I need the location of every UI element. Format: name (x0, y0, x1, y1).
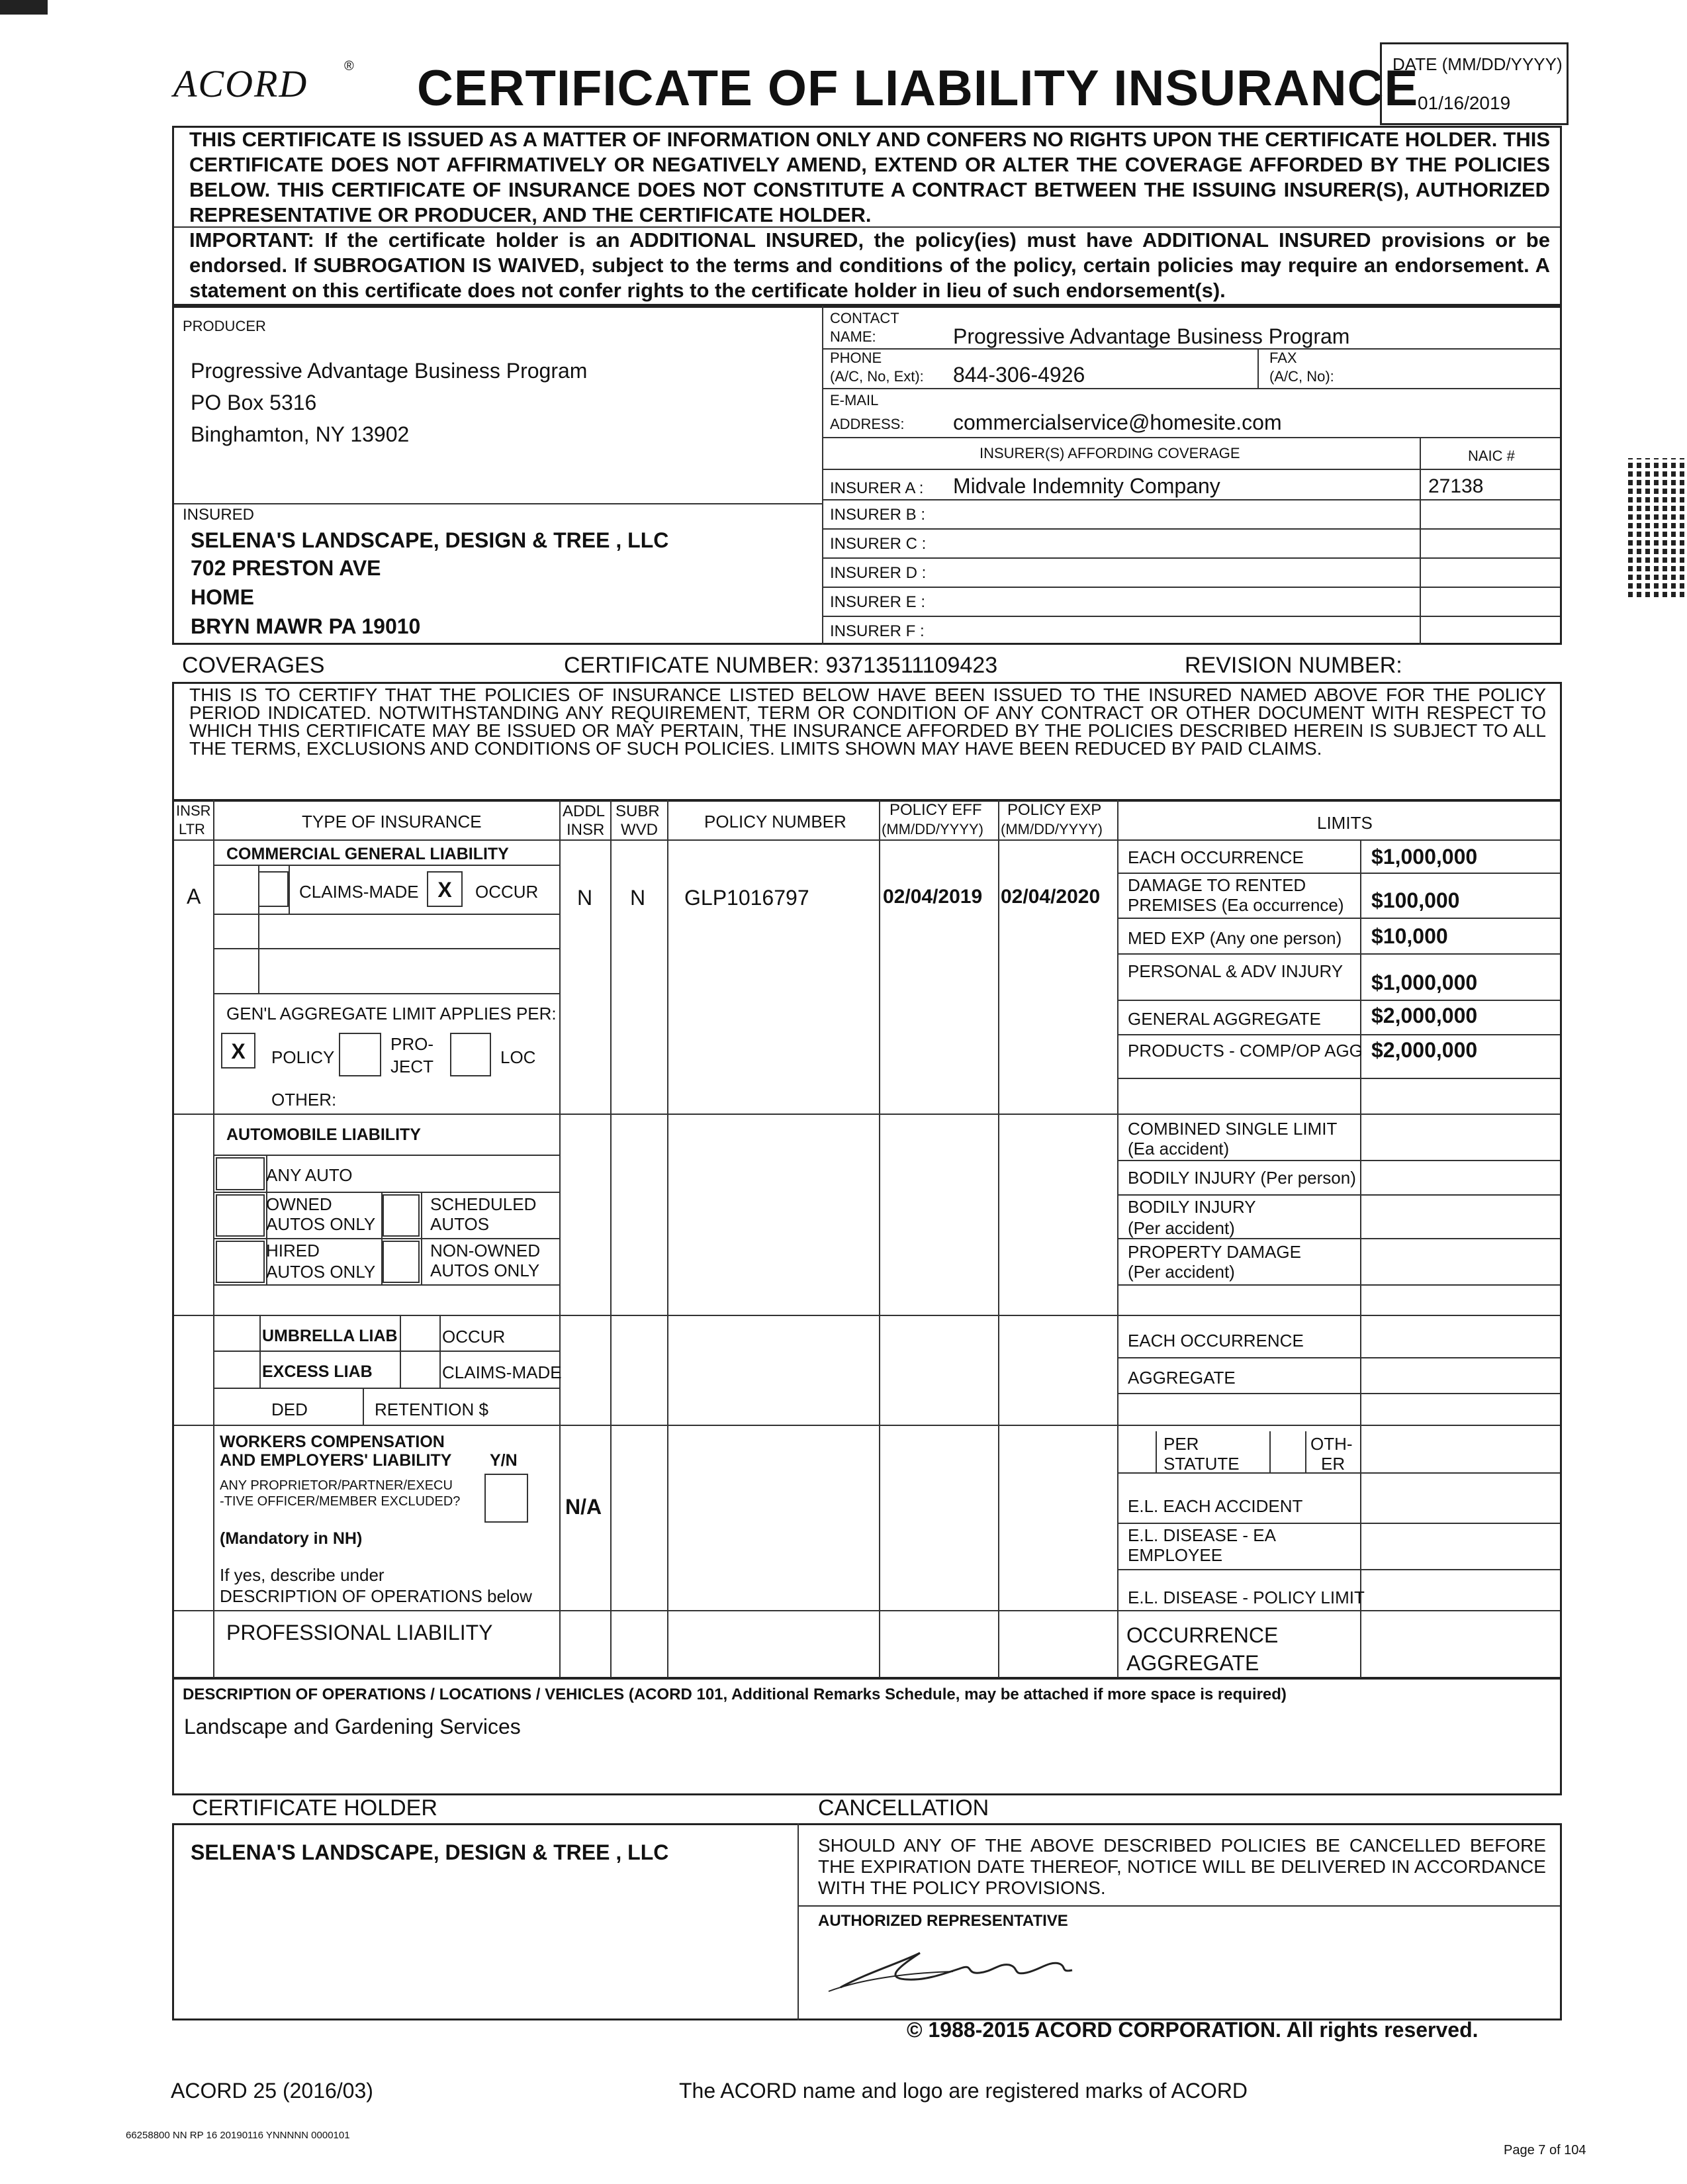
page-title: CERTIFICATE OF LIABILITY INSURANCE (417, 60, 1419, 117)
gl-project-label-1: PRO- (390, 1034, 433, 1054)
wc-per-statute-1: PER (1163, 1434, 1199, 1454)
th-addl-2: INSR (567, 821, 605, 839)
gl-limit-label-4: PERSONAL & ADV INJURY (1128, 961, 1344, 981)
disclaimer-text: THIS CERTIFICATE IS ISSUED AS A MATTER OF INFORMATION ONLY AND CONFERS NO RIGHTS UPON THE CERTIFICATE HOLDER. THIS CERTIFICATE DOES NOT AFFIRMATIVELY OR NEGATIVELY AMEND, EXTEND OR ALTER THE COVERAGE AFFORDED BY THE POLICIES BELOW. THIS CERTIFICATE OF INSURANCE DOES NOT CONSTITUTE A CONTRACT BETWEEN THE ISSUING INSURER(S), AUTHORIZED REPRESENTATIVE OR PRODUCER, AND THE CERTIFICATE HOLDER. (189, 128, 1550, 226)
gl-limit-label-3: MED EXP (Any one person) (1128, 928, 1342, 948)
professional-occurrence: OCCURRENCE (1126, 1623, 1279, 1647)
producer-address-1: PO Box 5316 (191, 391, 317, 414)
scheduled-autos-label-1: SCHEDULED (430, 1194, 537, 1214)
gl-policy-label: POLICY (271, 1047, 335, 1067)
professional-aggregate: AGGREGATE (1126, 1651, 1259, 1675)
coverages-label: COVERAGES (182, 653, 325, 678)
professional-title: PROFESSIONAL LIABILITY (226, 1621, 493, 1644)
coverage-statement: THIS IS TO CERTIFY THAT THE POLICIES OF INSURANCE LISTED BELOW HAVE BEEN ISSUED TO THE INSURED NAMED ABOVE FOR THE POLICY PERIOD INDICATED. NOTWITHSTANDING ANY REQUIREMENT, TERM OR CONDITION OF ANY CONTRACT OR OTHER DOCUMENT WITH RESPECT TO WHICH THIS CERTIFICATE MAY BE ISSUED OR MAY PERTAIN, THE INSURANCE AFFORDED BY THE POLICIES DESCRIBED HEREIN IS SUBJECT TO ALL THE TERMS, EXCLUSIONS AND CONDITIONS OF SUCH POLICIES. LIMITS SHOWN MAY HAVE BEEN REDUCED BY PAID CLAIMS. (189, 685, 1546, 759)
gl-limit-label-2b: PREMISES (Ea occurrence) (1128, 895, 1344, 915)
gl-limit-value-2: $100,000 (1371, 888, 1460, 912)
umbrella-retention-label: RETENTION $ (375, 1400, 488, 1419)
umbrella-label: UMBRELLA LIAB (262, 1327, 398, 1345)
copyright: © 1988-2015 ACORD CORPORATION. All rights reserved. (907, 2018, 1479, 2042)
umbrella-occur-label: OCCUR (442, 1327, 506, 1347)
gl-title: COMMERCIAL GENERAL LIABILITY (226, 845, 509, 863)
revision-number: REVISION NUMBER: (1185, 653, 1402, 678)
gl-loc-label: LOC (500, 1047, 536, 1067)
owned-autos-label-1: OWNED (266, 1194, 332, 1214)
phone-label-2: (A/C, No, Ext): (830, 368, 924, 385)
insurer-a-label: INSURER A : (830, 479, 924, 497)
hired-autos-label-2: AUTOS ONLY (266, 1262, 376, 1282)
gl-project-label-2: JECT (390, 1057, 433, 1076)
gl-policy-checkbox[interactable]: X (221, 1033, 255, 1068)
th-exp-1: POLICY EXP (1007, 801, 1102, 819)
cancellation-label: CANCELLATION (818, 1795, 989, 1821)
gl-other-label: OTHER: (271, 1090, 337, 1110)
contact-label-2: NAME: (830, 328, 876, 345)
wc-mandatory: (Mandatory in NH) (220, 1529, 363, 1548)
gl-limit-value-5: $2,000,000 (1371, 1004, 1478, 1027)
cancellation-text: SHOULD ANY OF THE ABOVE DESCRIBED POLICIES BE CANCELLED BEFORE THE EXPIRATION DATE THEREOF, NOTICE WILL BE DELIVERED IN ACCORDANCE WITH THE POLICY PROVISIONS. (818, 1835, 1546, 1898)
page-number: Page 7 of 104 (1504, 2143, 1586, 2158)
insurer-b-label: INSURER B : (830, 506, 926, 524)
naic-label: NAIC # (1468, 448, 1515, 464)
gl-loc-checkbox[interactable] (450, 1033, 491, 1076)
form-number: ACORD 25 (2016/03) (171, 2079, 373, 2103)
wc-el-each-accident: E.L. EACH ACCIDENT (1128, 1496, 1303, 1516)
auto-title: AUTOMOBILE LIABILITY (226, 1125, 421, 1144)
insured-line-4: BRYN MAWR PA 19010 (191, 614, 421, 638)
authorized-signature (821, 1926, 1099, 1999)
auto-limit-pd-1: PROPERTY DAMAGE (1128, 1242, 1301, 1262)
insured-line-3: HOME (191, 585, 254, 609)
registered-marks: The ACORD name and logo are registered marks of ACORD (679, 2079, 1248, 2103)
acord-logo: ACORD (173, 62, 308, 105)
authorized-rep-label: AUTHORIZED REPRESENTATIVE (818, 1912, 1068, 1930)
phone-value: 844-306-4926 (953, 363, 1085, 387)
wc-yn-label: Y/N (490, 1451, 518, 1470)
registered-mark: ® (344, 59, 354, 73)
umbrella-claims-made-label: CLAIMS-MADE (442, 1362, 562, 1382)
th-addl-1: ADDL (563, 802, 606, 820)
nonowned-autos-label-1: NON-OWNED (430, 1241, 541, 1260)
wc-el-disease-ee-2: EMPLOYEE (1128, 1545, 1223, 1565)
hired-autos-checkbox[interactable] (216, 1241, 265, 1283)
insurer-f-label: INSURER F : (830, 622, 925, 640)
wc-other-1: OTH- (1310, 1434, 1353, 1454)
email-label-1: E-MAIL (830, 392, 879, 408)
any-auto-label: ANY AUTO (266, 1165, 353, 1185)
wc-title-2: AND EMPLOYERS' LIABILITY (220, 1451, 452, 1470)
gl-limit-label-1: EACH OCCURRENCE (1128, 847, 1304, 867)
umbrella-ded-label: DED (271, 1400, 308, 1419)
insurers-header: INSURER(S) AFFORDING COVERAGE (980, 445, 1240, 461)
gl-limit-value-3: $10,000 (1371, 924, 1448, 948)
gl-addl-insr: N (577, 886, 593, 910)
gl-subr-wvd: N (630, 886, 646, 910)
insurer-a-name: Midvale Indemnity Company (953, 474, 1220, 498)
gl-policy-exp: 02/04/2020 (1001, 886, 1101, 908)
gl-policy-eff: 02/04/2019 (883, 886, 983, 908)
insurer-e-label: INSURER E : (830, 593, 926, 611)
insurer-d-label: INSURER D : (830, 564, 927, 582)
owned-autos-checkbox[interactable] (216, 1194, 265, 1237)
important-text: IMPORTANT: If the certificate holder is an ADDITIONAL INSURED, the policy(ies) must have ADDITIONAL INSURED provisions or be endorsed. If SUBROGATION IS WAIVED, subject to the terms and conditions of the policy, certain policies may require an endorsement. A statement on this certificate does not confer rights to the certificate holder in lieu of such endorsement(s). (189, 228, 1550, 302)
gl-insurer-letter: A (187, 884, 201, 908)
producer-label: PRODUCER (183, 318, 266, 334)
fax-label-2: (A/C, No): (1269, 368, 1334, 385)
description-value: Landscape and Gardening Services (184, 1715, 521, 1738)
scheduled-autos-label-2: AUTOS (430, 1214, 490, 1234)
barcode-icon (1628, 458, 1687, 597)
date-value: 01/16/2019 (1418, 93, 1511, 113)
th-limits: LIMITS (1317, 813, 1373, 833)
th-insr-1: INSR (176, 802, 211, 819)
description-label: DESCRIPTION OF OPERATIONS / LOCATIONS / VEHICLES (ACORD 101, Additional Remarks Schedule, may be attached if more space is required) (183, 1685, 1287, 1703)
wc-per-statute-2: STATUTE (1163, 1454, 1240, 1474)
umbrella-each-occurrence: EACH OCCURRENCE (1128, 1331, 1304, 1351)
auto-limit-pd-2: (Per accident) (1128, 1262, 1235, 1282)
th-subr-1: SUBR (616, 802, 660, 820)
scheduled-autos-checkbox[interactable] (383, 1194, 420, 1237)
nonowned-autos-label-2: AUTOS ONLY (430, 1260, 540, 1280)
auto-limit-bi-acc-2: (Per accident) (1128, 1218, 1235, 1238)
auto-limit-csl-1: COMBINED SINGLE LIMIT (1128, 1119, 1338, 1139)
th-policy-number: POLICY NUMBER (704, 812, 846, 831)
excess-label: EXCESS LIAB (262, 1362, 373, 1381)
owned-autos-label-2: AUTOS ONLY (266, 1214, 376, 1234)
th-type: TYPE OF INSURANCE (302, 812, 482, 831)
scan-corner-mark (0, 0, 48, 15)
contact-name: Progressive Advantage Business Program (953, 324, 1350, 348)
producer-address-2: Binghamton, NY 13902 (191, 422, 410, 446)
wc-el-disease-ee-1: E.L. DISEASE - EA (1128, 1525, 1276, 1545)
th-subr-2: WVD (621, 821, 658, 839)
wc-proprietor-2: -TIVE OFFICER/MEMBER EXCLUDED? (220, 1494, 461, 1509)
wc-el-disease-policy: E.L. DISEASE - POLICY LIMIT (1128, 1588, 1365, 1607)
wc-proprietor-1: ANY PROPRIETOR/PARTNER/EXECU (220, 1478, 453, 1493)
gl-project-checkbox[interactable] (339, 1033, 381, 1076)
coverage-table (172, 800, 1562, 1679)
gl-limit-label-2a: DAMAGE TO RENTED (1128, 875, 1306, 895)
insurer-a-naic: 27138 (1428, 475, 1484, 497)
phone-label-1: PHONE (830, 350, 882, 366)
wc-ifyes-1: If yes, describe under (220, 1565, 385, 1585)
contact-label-1: CONTACT (830, 310, 899, 326)
gl-limit-value-4: $1,000,000 (1371, 971, 1478, 994)
insured-line-1: SELENA'S LANDSCAPE, DESIGN & TREE , LLC (191, 528, 669, 552)
gl-occur-label: OCCUR (475, 882, 539, 902)
insurer-c-label: INSURER C : (830, 535, 927, 553)
th-eff-1: POLICY EFF (889, 801, 982, 819)
gl-claims-made-label: CLAIMS-MADE (299, 882, 419, 902)
barcode-text: 66258800 NN RP 16 20190116 YNNNNN 0000101 (126, 2130, 350, 2141)
certificate-number: CERTIFICATE NUMBER: 93713511109423 (564, 653, 998, 678)
certificate-holder-name: SELENA'S LANDSCAPE, DESIGN & TREE , LLC (191, 1840, 669, 1864)
gl-aggregate-applies: GEN'L AGGREGATE LIMIT APPLIES PER: (226, 1004, 557, 1023)
th-eff-2: (MM/DD/YYYY) (882, 821, 983, 837)
date-label: DATE (MM/DD/YYYY) (1392, 54, 1563, 74)
auto-limit-csl-2: (Ea accident) (1128, 1139, 1230, 1159)
gl-limit-value-1: $1,000,000 (1371, 845, 1478, 869)
gl-occur-checkbox[interactable]: X (427, 871, 463, 907)
any-auto-checkbox[interactable] (216, 1157, 265, 1190)
hired-autos-label-1: HIRED (266, 1241, 320, 1260)
auto-limit-bi-acc-1: BODILY INJURY (1128, 1197, 1256, 1217)
gl-limit-label-5: GENERAL AGGREGATE (1128, 1009, 1321, 1029)
umbrella-aggregate: AGGREGATE (1128, 1368, 1236, 1388)
gl-policy-number: GLP1016797 (684, 886, 809, 910)
email-label-2: ADDRESS: (830, 416, 905, 432)
th-insr-2: LTR (179, 821, 205, 837)
wc-title-1: WORKERS COMPENSATION (220, 1433, 445, 1451)
wc-ifyes-2: DESCRIPTION OF OPERATIONS below (220, 1586, 532, 1606)
fax-label-1: FAX (1269, 350, 1297, 366)
gl-claims-made-checkbox[interactable] (258, 871, 289, 907)
email-value: commercialservice@homesite.com (953, 410, 1282, 434)
insured-line-2: 702 PRESTON AVE (191, 556, 381, 580)
wc-addl-na: N/A (565, 1495, 602, 1519)
auto-limit-bi-person: BODILY INJURY (Per person) (1128, 1168, 1356, 1188)
gl-limit-label-6: PRODUCTS - COMP/OP AGG (1128, 1041, 1363, 1061)
nonowned-autos-checkbox[interactable] (383, 1241, 420, 1283)
producer-name: Progressive Advantage Business Program (191, 359, 588, 383)
th-exp-2: (MM/DD/YYYY) (1001, 821, 1103, 837)
wc-excluded-checkbox[interactable] (484, 1474, 528, 1523)
insured-label: INSURED (183, 506, 255, 524)
gl-limit-value-6: $2,000,000 (1371, 1038, 1478, 1062)
wc-other-2: ER (1321, 1454, 1345, 1474)
certificate-holder-label: CERTIFICATE HOLDER (192, 1795, 437, 1821)
